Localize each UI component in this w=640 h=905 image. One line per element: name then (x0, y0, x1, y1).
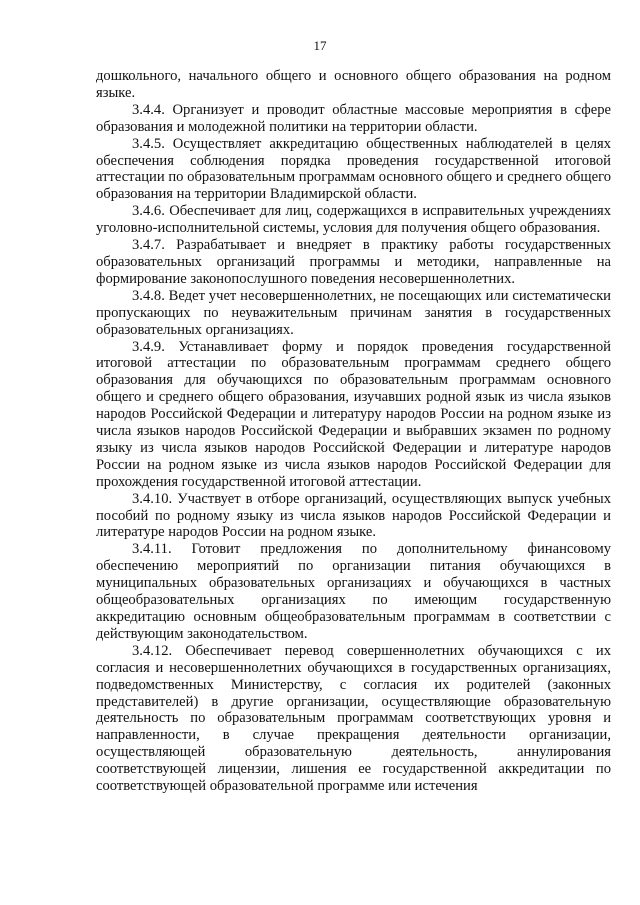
page-number: 17 (313, 38, 327, 53)
paragraph-3-4-10: 3.4.10. Участвует в отборе организаций, осуществляющих выпуск учебных пособий по родному языку из числа языков народов Российской Федерации и литературе народов России на родном языке. (96, 490, 611, 541)
paragraph-3-4-5: 3.4.5. Осуществляет аккредитацию общественных наблюдателей в целях обеспечения соблюдения порядка проведения государственной итоговой аттестации по образовательным программам основного общего и среднего общего образования на территории Владимирской области. (96, 135, 611, 203)
paragraph-3-4-6: 3.4.6. Обеспечивает для лиц, содержащихся в исправительных учреждениях уголовно-исполнительной системы, условия для получения общего образования. (96, 203, 611, 237)
paragraph-3-4-7: 3.4.7. Разрабатывает и внедряет в практику работы государственных образовательных организаций программы и методики, направленные на формирование законопослушного поведения несовершеннолетних. (96, 237, 611, 287)
paragraph-3-4-9: 3.4.9. Устанавливает форму и порядок проведения государственной итоговой аттестации по образовательным программам среднего общего образования для обучающихся по образовательным программам основного общего и среднего общего образования, изучавших родной язык из числа языков народов Российской Федерации и литературу народов России на родном языке из числа языков народов Российской Федерации и выбравших экзамен по родному языку из числа языков народов Российской Федерации и литературе народов России на родном языке из числа языков народов Российской Федерации для прохождения государственной итоговой аттестации. (96, 338, 611, 490)
paragraph-3-4-12: 3.4.12. Обеспечивает перевод совершеннолетних обучающихся с их согласия и несовершеннолетних обучающихся в государственных организациях, подведомственных Министерству, с согласия их родителей (законных представителей) в другие организации, осуществляющие образовательную деятельность по образовательным программам соответствующих уровня и направленности, в случае прекращения деятельности организации, осуществляющей образовательную деятельность, аннулирования соответствующей лицензии, лишения ее государственной аккредитации по соответствующей образовательной программе или истечения (96, 642, 611, 795)
document-body (96, 68, 611, 795)
paragraph-3-4-8: 3.4.8. Ведет учет несовершеннолетних, не посещающих или систематически пропускающих по неуважительным причинам занятия в государственных образовательных организациях. (96, 287, 611, 338)
paragraph-continuation: дошкольного, начального общего и основного общего образования на родном языке. (96, 68, 611, 101)
paragraph-3-4-4: 3.4.4. Организует и проводит областные массовые мероприятия в сфере образования и молодежной политики на территории области. (96, 101, 611, 135)
paragraph-3-4-11: 3.4.11. Готовит предложения по дополнительному финансовому обеспечению мероприятий по организации питания обучающихся в муниципальных образовательных организациях и обучающихся в частных общеобразовательных организациях по имеющим государственную аккредитацию основным общеобразовательным программам в соответствии с действующим законодательством. (96, 541, 611, 642)
